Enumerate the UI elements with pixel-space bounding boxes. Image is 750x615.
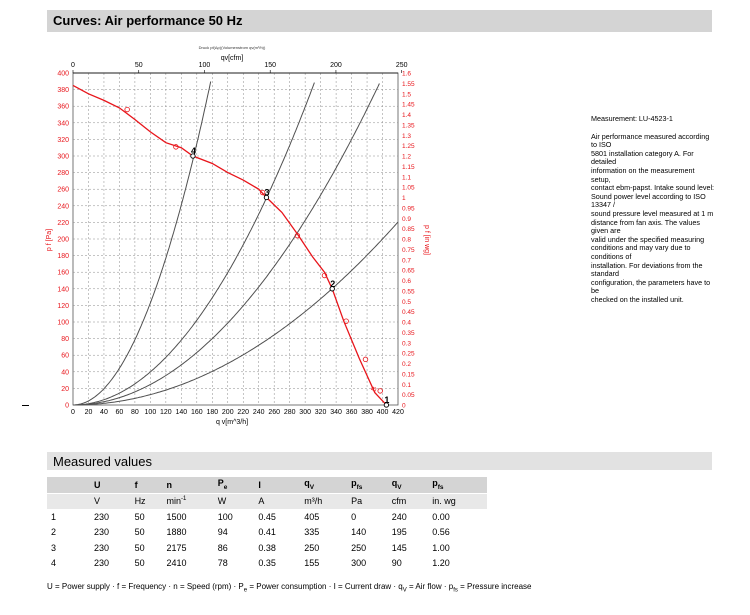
operating-point-label: 2: [330, 278, 336, 289]
measured-values-footnote: U = Power supply · f = Frequency · n = Speed $(rpm) \cdot P_e$ = Power consumption · I = Current draw · $q_V$ = Air flow · $p_{fs}$ = Pressure increase: [47, 582, 532, 594]
y-right-tick-label: 0.85: [402, 226, 415, 234]
x-tick-label: 260: [268, 409, 281, 416]
description-line: contact ebm-papst. Intake sound level:: [591, 183, 715, 193]
table-cell: 50: [134, 542, 145, 553]
measured-values-title: Measured values: [53, 454, 152, 469]
x-tick-label: 300: [299, 409, 311, 416]
operating-point-label: 4: [190, 146, 196, 156]
table-cell: 1.20: [432, 558, 450, 569]
y-right-tick-label: 0: [402, 402, 406, 410]
top-tick-label: 50: [134, 62, 143, 69]
y-left-tick-label: 240: [57, 203, 69, 211]
table-cell: 145: [391, 542, 407, 553]
x-tick-label: 180: [206, 409, 219, 416]
description-line: checked on the installed unit.: [591, 294, 684, 304]
table-cell: 1880: [166, 527, 187, 538]
table-header-cell: [47, 477, 90, 493]
y-right-tick-label: 1.3: [402, 132, 412, 140]
table-cell: 94: [217, 527, 228, 538]
top-tick-label: 100: [198, 62, 211, 69]
y-left-tick-label: 400: [57, 70, 69, 78]
table-unit-cell: V: [90, 493, 131, 509]
x-tick-label: 160: [190, 409, 203, 416]
measured-values-table: [47, 477, 487, 571]
x-tick-label: 240: [252, 409, 265, 416]
table-cell: 250: [304, 542, 320, 553]
table-cell: 0: [351, 511, 357, 522]
y-right-tick-label: 0.3: [402, 340, 412, 348]
description-line: Sound power level according to ISO 13347 /: [591, 191, 706, 210]
y-right-tick-label: 1: [402, 195, 406, 202]
top-tick-label: 200: [330, 62, 342, 69]
top-tick-label: 150: [264, 62, 277, 69]
table-header-cell: $q_V$: [388, 477, 429, 493]
table-cell: 300: [351, 558, 367, 569]
table-cell: 78: [217, 558, 228, 569]
table-cell: 4: [51, 558, 57, 569]
measured-values-bar: [47, 452, 712, 470]
y-right-tick-label: 1.2: [402, 153, 412, 161]
table-header-cell: $q_V$: [300, 477, 347, 493]
description-line: information on the measurement setup,: [591, 165, 695, 184]
table-cell: 50: [134, 511, 145, 522]
table-cell: 90: [391, 558, 402, 569]
table-header-cell: U: [90, 477, 131, 493]
y-left-tick-label: 120: [57, 302, 69, 310]
measurement-id: Measurement: LU-4523-1: [591, 114, 673, 123]
table-cell: 155: [304, 558, 320, 569]
table-cell: 0.35: [258, 558, 276, 569]
table-cell: 0.00: [432, 511, 450, 522]
table-cell: 2410: [166, 558, 187, 569]
measurement-info: [591, 115, 716, 304]
y-right-tick-label: 1.1: [402, 174, 412, 182]
table-cell: 405: [304, 511, 320, 522]
table-cell: 1.00: [432, 542, 450, 553]
table-unit-cell: [47, 493, 90, 509]
y-right-tick-label: 0.4: [402, 319, 412, 327]
y-right-tick-label: 1.5: [402, 91, 412, 99]
y-left-tick-label: 100: [57, 319, 69, 327]
description-line: 5801 installation category A. For detailed: [591, 148, 694, 167]
table-cell: 0.45: [258, 511, 276, 522]
y-right-tick-label: 0.9: [402, 215, 412, 223]
x-tick-label: 200: [221, 409, 234, 416]
table-row: [47, 509, 487, 525]
y-right-tick-label: 1.55: [402, 80, 415, 88]
table-unit-cell: A: [254, 493, 300, 509]
table-cell: 240: [391, 511, 407, 522]
y-right-tick-label: 0.7: [402, 257, 412, 265]
operating-point-label: 1: [384, 395, 390, 405]
table-unit-cell: Pa: [347, 493, 388, 509]
y-right-tick-label: 1.35: [402, 122, 415, 130]
table-cell: 0.56: [432, 527, 450, 538]
y-right-axis-title: p f [in wg]: [423, 225, 430, 255]
y-left-tick-label: 60: [61, 352, 69, 360]
y-left-tick-label: 40: [61, 369, 69, 377]
y-left-tick-label: 20: [61, 385, 69, 393]
y-left-tick-label: 200: [57, 236, 69, 244]
y-right-tick-label: 0.15: [402, 371, 415, 379]
y-left-axis-title: p f [Pa]: [46, 228, 53, 252]
measurement-description: [591, 133, 716, 305]
table-unit-cell: in. wg: [428, 493, 487, 509]
x-tick-label: 280: [283, 409, 296, 416]
y-right-tick-label: 0.55: [402, 288, 415, 296]
table-cell: 230: [94, 542, 110, 553]
table-header-cell: $p_{fs}$: [428, 477, 487, 493]
table-row: [47, 540, 487, 556]
x-tick-label: 120: [160, 409, 172, 416]
table-cell: 250: [351, 542, 367, 553]
table-row: [47, 556, 487, 572]
x-tick-label: 140: [175, 409, 188, 416]
y-right-tick-label: 0.8: [402, 236, 412, 244]
x-tick-label: 80: [131, 409, 139, 416]
table-cell: 3: [51, 542, 57, 553]
y-left-tick-label: 140: [57, 286, 69, 294]
y-right-tick-label: 1.4: [402, 112, 412, 119]
margin-mark: [22, 405, 29, 406]
x-tick-label: 40: [100, 409, 108, 416]
table-unit-cell: W: [214, 493, 255, 509]
table-cell: 50: [134, 558, 145, 569]
y-left-tick-label: 340: [57, 120, 69, 128]
table-cell: 140: [351, 527, 367, 538]
y-right-tick-label: 1.25: [402, 143, 415, 151]
y-left-tick-label: 360: [57, 103, 69, 111]
table-cell: 100: [217, 511, 233, 522]
y-left-tick-label: 320: [57, 136, 69, 144]
table-cell: 230: [94, 558, 110, 569]
table-cell: 230: [94, 511, 110, 522]
x-tick-label: 400: [376, 409, 389, 416]
table-cell: 1: [51, 511, 57, 522]
description-line: configuration, the parameters have to be: [591, 277, 711, 296]
x-axis-title: q v[m^3/h]: [215, 419, 249, 426]
operating-point-label: 3: [264, 187, 270, 198]
y-right-tick-label: 1.05: [402, 184, 415, 192]
table-cell: 2175: [166, 542, 187, 553]
description-line: distance from fan axis. The values given are: [591, 217, 700, 236]
x-tick-label: 340: [330, 409, 342, 416]
y-right-tick-label: 0.2: [402, 361, 412, 368]
table-unit-cell: Hz: [131, 493, 163, 509]
table-header-cell: n: [163, 477, 214, 493]
y-left-tick-label: 160: [57, 269, 69, 277]
y-left-tick-label: 220: [57, 219, 69, 227]
table-cell: 1500: [166, 511, 187, 522]
y-right-tick-label: 0.65: [402, 267, 415, 275]
description-line: Air performance measured according to ISO: [591, 131, 710, 150]
table-unit-cell: cfm: [388, 493, 429, 509]
y-right-tick-label: 0.25: [402, 350, 415, 358]
description-line: sound pressure level measured at 1 m: [591, 208, 714, 218]
y-left-tick-label: 180: [57, 253, 69, 261]
x-tick-label: 100: [144, 409, 157, 416]
y-right-tick-label: 0.95: [402, 205, 415, 213]
y-right-tick-label: 0.6: [402, 278, 412, 285]
top-tick-label: 0: [71, 62, 75, 69]
y-left-tick-label: 300: [57, 153, 69, 161]
x-tick-label: 220: [237, 409, 250, 416]
description-line: valid under the specified measuring: [591, 234, 705, 244]
x-tick-label: 20: [84, 409, 93, 416]
table-cell: 0.38: [258, 542, 276, 553]
table-cell: 195: [391, 527, 407, 538]
y-right-tick-label: 1.45: [402, 101, 415, 109]
description-line: installation. For deviations from the standard: [591, 260, 703, 279]
y-right-tick-label: 0.45: [402, 309, 415, 317]
x-tick-label: 320: [314, 409, 327, 416]
table-header-cell: $p_{fs}$: [347, 477, 388, 493]
y-right-tick-label: 0.75: [402, 246, 415, 254]
y-left-tick-label: 0: [65, 402, 69, 410]
y-left-tick-label: 80: [61, 336, 69, 344]
y-left-tick-label: 280: [57, 170, 69, 178]
table-header-cell: I: [254, 477, 300, 493]
y-left-tick-label: 380: [57, 87, 69, 95]
x-tick-label: 420: [392, 409, 404, 416]
table-cell: 0.41: [258, 527, 276, 538]
table-header-cell: $P_e$: [214, 477, 255, 493]
y-right-tick-label: 0.5: [402, 298, 412, 306]
y-right-tick-label: 0.05: [402, 392, 415, 400]
x-tick-label: 60: [115, 409, 124, 416]
table-cell: 2: [51, 527, 57, 538]
y-right-tick-label: 1.6: [402, 70, 412, 78]
y-right-tick-label: 0.1: [402, 381, 412, 389]
y-right-tick-label: 0.35: [402, 329, 415, 337]
table-unit-cell: m³/h: [300, 493, 347, 509]
chart-caption: Druck pf(Δp)(Volumenstrom qv(m³/h)): [198, 45, 266, 50]
y-left-tick-label: 260: [57, 186, 69, 194]
table-cell: 335: [304, 527, 320, 538]
top-axis-title: qv[cfm]: [220, 55, 244, 62]
table-cell: 86: [217, 542, 228, 553]
table-row: [47, 525, 487, 541]
table-cell: 230: [94, 527, 110, 538]
x-tick-label: 0: [71, 409, 75, 416]
description-line: conditions and may vary due to conditions of: [591, 243, 691, 261]
x-tick-label: 360: [345, 409, 358, 416]
x-tick-label: 380: [361, 409, 373, 416]
page-title: Curves: Air performance 50 Hz: [53, 13, 243, 28]
table-header-cell: f: [131, 477, 163, 493]
top-tick-label: 250: [395, 62, 408, 69]
curve-label: B: [370, 385, 379, 393]
table-unit-cell: $\min^{-1}$: [163, 493, 214, 509]
y-right-tick-label: 1.15: [402, 163, 415, 171]
table-cell: 50: [134, 527, 145, 538]
